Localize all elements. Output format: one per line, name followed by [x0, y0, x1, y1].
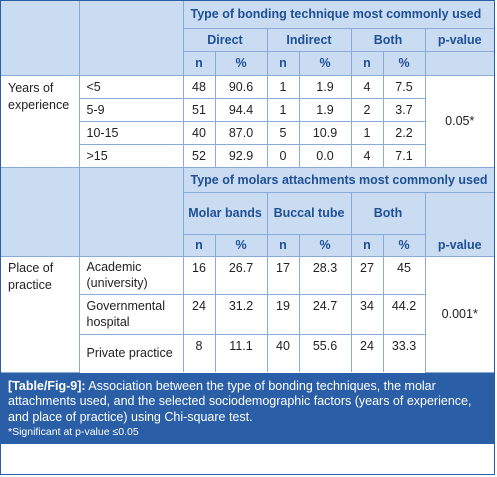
value-cell: 31.2	[215, 294, 267, 334]
value-cell: 1	[267, 75, 299, 98]
caption-text: Association between the type of bonding techniques, the molar attachments used, and the selected sociodemographic factors (years of experience, and place of practice) using Chi-square test.	[8, 378, 472, 424]
value-cell: 40	[267, 334, 299, 372]
value-cell: 10.9	[299, 121, 351, 144]
blank-cell	[79, 1, 183, 75]
col-both: Both	[351, 192, 425, 234]
level-cell: 10-15	[79, 121, 183, 144]
level-cell: 5-9	[79, 98, 183, 121]
table-row	[1, 256, 494, 294]
level-cell: >15	[79, 144, 183, 167]
value-cell: 8	[183, 334, 215, 372]
blank-cell	[425, 51, 494, 75]
blank-cell	[79, 167, 183, 256]
value-cell: 17	[267, 256, 299, 294]
value-cell: 2.2	[383, 121, 425, 144]
value-cell: 40	[183, 121, 215, 144]
pct-label: %	[215, 234, 267, 256]
value-cell: 94.4	[215, 98, 267, 121]
level-cell: <5	[79, 75, 183, 98]
value-cell: 27	[351, 256, 383, 294]
blank-cell	[1, 167, 79, 256]
n-label: n	[183, 234, 215, 256]
value-cell: 1.9	[299, 98, 351, 121]
n-label: n	[351, 234, 383, 256]
value-cell: 48	[183, 75, 215, 98]
blank-cell	[1, 1, 79, 75]
pvalue-place: 0.001*	[425, 256, 494, 372]
value-cell: 2	[351, 98, 383, 121]
n-label: n	[267, 51, 299, 75]
value-cell: 1	[351, 121, 383, 144]
col-pvalue: p-value	[425, 192, 494, 256]
value-cell: 44.2	[383, 294, 425, 334]
value-cell: 26.7	[215, 256, 267, 294]
col-indirect: Indirect	[267, 28, 351, 51]
level-cell: Academic (university)	[79, 256, 183, 294]
value-cell: 0	[267, 144, 299, 167]
results-table	[1, 1, 494, 373]
pct-label: %	[299, 234, 351, 256]
value-cell: 34	[351, 294, 383, 334]
value-cell: 1	[267, 98, 299, 121]
molar-group-header-row	[1, 167, 494, 192]
value-cell: 55.6	[299, 334, 351, 372]
value-cell: 28.3	[299, 256, 351, 294]
value-cell: 24.7	[299, 294, 351, 334]
value-cell: 7.1	[383, 144, 425, 167]
table-caption	[1, 373, 494, 445]
bonding-group-header-row	[1, 1, 494, 28]
pct-label: %	[383, 51, 425, 75]
pct-label: %	[215, 51, 267, 75]
value-cell: 1.9	[299, 75, 351, 98]
col-molar-bands: Molar bands	[183, 192, 267, 234]
significance-note: *Significant at p-value ≤0.05	[8, 426, 139, 438]
value-cell: 45	[383, 256, 425, 294]
col-direct: Direct	[183, 28, 267, 51]
n-label: n	[267, 234, 299, 256]
value-cell: 4	[351, 144, 383, 167]
value-cell: 24	[351, 334, 383, 372]
value-cell: 24	[183, 294, 215, 334]
factor-place: Place of practice	[1, 256, 79, 372]
bonding-group-header: Type of bonding technique most commonly used	[183, 1, 494, 28]
caption-tag: [Table/Fig-9]:	[8, 378, 86, 393]
col-pvalue: p-value	[425, 28, 494, 51]
col-buccal-tube: Buccal tube	[267, 192, 351, 234]
molar-group-header: Type of molars attachments most commonly used	[183, 167, 494, 192]
value-cell: 16	[183, 256, 215, 294]
value-cell: 90.6	[215, 75, 267, 98]
n-label: n	[183, 51, 215, 75]
factor-years: Years of experience	[1, 75, 79, 167]
value-cell: 4	[351, 75, 383, 98]
pct-label: %	[299, 51, 351, 75]
value-cell: 92.9	[215, 144, 267, 167]
level-cell: Private practice	[79, 334, 183, 372]
value-cell: 19	[267, 294, 299, 334]
value-cell: 7.5	[383, 75, 425, 98]
n-label: n	[351, 51, 383, 75]
value-cell: 11.1	[215, 334, 267, 372]
value-cell: 52	[183, 144, 215, 167]
table-row	[1, 75, 494, 98]
pvalue-years: 0.05*	[425, 75, 494, 167]
value-cell: 51	[183, 98, 215, 121]
value-cell: 33.3	[383, 334, 425, 372]
value-cell: 0.0	[299, 144, 351, 167]
value-cell: 3.7	[383, 98, 425, 121]
pct-label: %	[383, 234, 425, 256]
level-cell: Governmental hospital	[79, 294, 183, 334]
value-cell: 5	[267, 121, 299, 144]
value-cell: 87.0	[215, 121, 267, 144]
col-both: Both	[351, 28, 425, 51]
